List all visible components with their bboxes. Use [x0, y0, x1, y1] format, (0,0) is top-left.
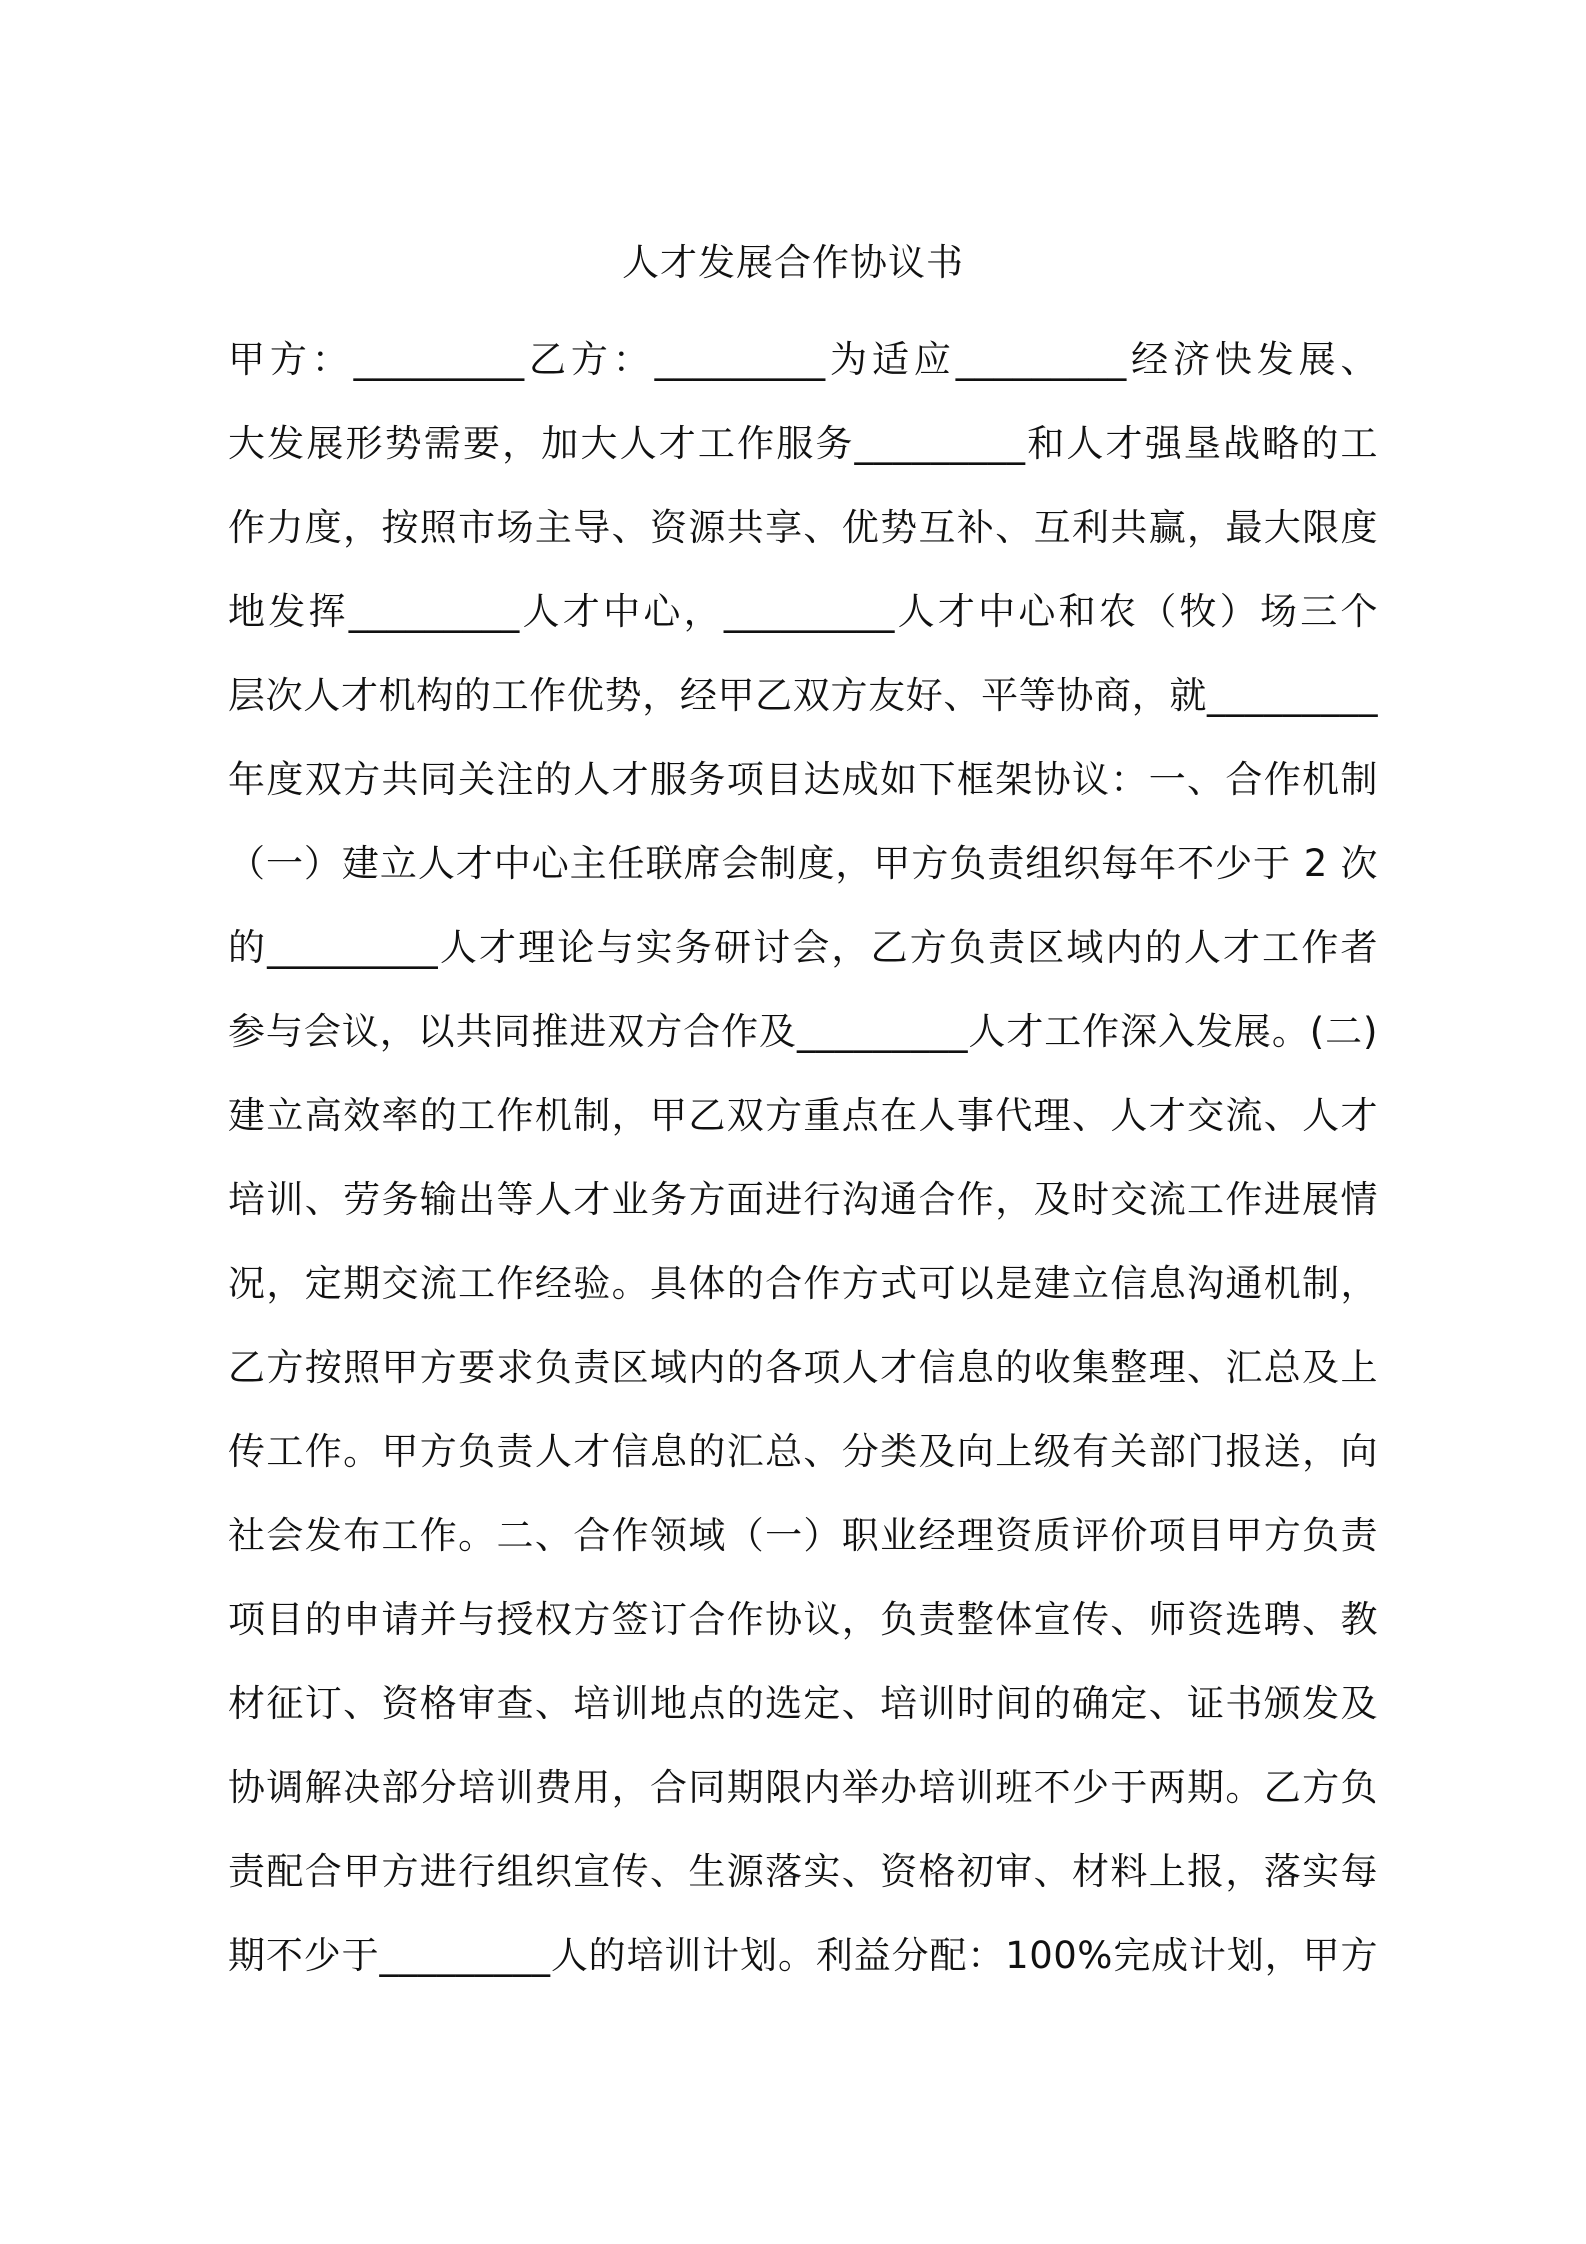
body-line: 协调解决部分培训费用，合同期限内举办培训班不少于两期。乙方负	[228, 1766, 1378, 1809]
body-line: 社会发布工作。二、合作领域（一）职业经理资质评价项目甲方负责	[228, 1514, 1378, 1557]
body-line: 况，定期交流工作经验。具体的合作方式可以是建立信息沟通机制，	[228, 1262, 1378, 1305]
body-line: （一）建立人才中心主任联席会制度，甲方负责组织每年不少于 2 次	[228, 842, 1378, 885]
body-line: 材征订、资格审查、培训地点的选定、培训时间的确定、证书颁发及	[228, 1682, 1378, 1725]
body-line: 层次人才机构的工作优势，经甲乙双方友好、平等协商，就_________	[228, 674, 1378, 717]
body-line: 责配合甲方进行组织宣传、生源落实、资格初审、材料上报，落实每	[228, 1850, 1378, 1893]
body-line: 年度双方共同关注的人才服务项目达成如下框架协议：一、合作机制	[228, 758, 1378, 801]
body-line: 甲方：_________乙方：_________为适应_________经济快发展、	[228, 338, 1378, 381]
body-line: 培训、劳务输出等人才业务方面进行沟通合作，及时交流工作进展情	[228, 1178, 1378, 1221]
body-line: 大发展形势需要，加大人才工作服务_________和人才强垦战略的工	[228, 422, 1378, 465]
body-line: 的_________人才理论与实务研讨会，乙方负责区域内的人才工作者	[228, 926, 1378, 969]
body-line: 地发挥_________人才中心，_________人才中心和农（牧）场三个	[228, 590, 1378, 633]
body-line: 乙方按照甲方要求负责区域内的各项人才信息的收集整理、汇总及上	[228, 1346, 1378, 1389]
body-line: 参与会议，以共同推进双方合作及_________人才工作深入发展。(二)	[228, 1010, 1378, 1053]
body-line: 期不少于_________人的培训计划。利益分配：100%完成计划，甲方	[228, 1934, 1378, 1977]
document-title: 人才发展合作协议书	[622, 241, 964, 284]
document-body	[228, 318, 1378, 1998]
body-line: 作力度，按照市场主导、资源共享、优势互补、互利共赢，最大限度	[228, 506, 1378, 549]
body-line: 传工作。甲方负责人才信息的汇总、分类及向上级有关部门报送，向	[228, 1430, 1378, 1473]
body-line: 项目的申请并与授权方签订合作协议，负责整体宣传、师资选聘、教	[228, 1598, 1378, 1641]
body-line: 建立高效率的工作机制，甲乙双方重点在人事代理、人才交流、人才	[228, 1094, 1378, 1137]
